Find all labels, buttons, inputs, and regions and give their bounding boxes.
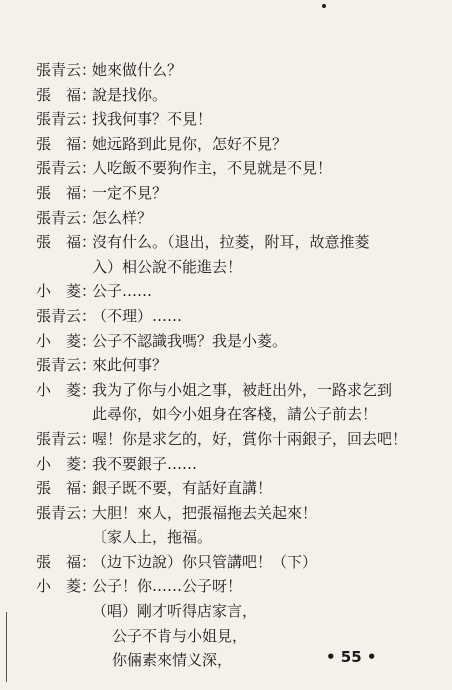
dialogue-text: 喔！你是求乞的，好，賞你十兩銀子，回去吧！ [92, 429, 408, 448]
dialogue-line [36, 402, 436, 427]
dialogue-text: 她來做什么？ [92, 61, 183, 79]
speaker-name: 張 福： [36, 85, 97, 104]
song-text: 公子不肯与小姐見， [112, 626, 248, 645]
dialogue-line [36, 83, 436, 108]
dialogue-text: 一定不見？ [92, 183, 168, 202]
dialogue-line [36, 476, 436, 501]
dialogue-text: 我不要銀子…… [92, 454, 198, 473]
dialogue-text: 公子！你……公子呀！ [92, 577, 243, 596]
dialogue-text: 怎么样？ [92, 208, 153, 227]
speaker-name: 張 福： [36, 233, 97, 252]
speaker-name: 小 菱： [36, 331, 97, 350]
speaker-name: 張青云： [36, 61, 97, 79]
dialogue-line [36, 353, 436, 378]
dialogue-line [36, 574, 436, 599]
dialogue-text: 我为了你与小姐之事，被赶出外，一路求乞到 [92, 380, 393, 399]
dialogue-line [36, 329, 436, 354]
dialogue-line [36, 255, 436, 280]
dialogue-text: 此尋你，如今小姐身在客棧，請公子前去！ [92, 405, 378, 424]
speaker-name: 小 菱： [36, 282, 97, 301]
dialogue-line [36, 279, 436, 304]
speaker-name: 張青云： [36, 503, 97, 522]
dialogue-text: 公子…… [92, 282, 153, 301]
speaker-name: 張青云： [36, 110, 97, 129]
dialogue-line [36, 206, 436, 231]
song-line [36, 599, 436, 624]
dialogue-text: （不理）…… [92, 306, 183, 325]
dialogue-text: （边下边說）你只管講吧！（下） [92, 552, 318, 571]
dialogue-line [36, 58, 436, 83]
dialogue-text: 說是找你。 [92, 85, 168, 104]
dialogue-text: 入）相公說不能進去！ [92, 257, 243, 276]
speaker-name: 張青云： [36, 356, 97, 375]
dialogue-line [36, 304, 436, 329]
dialogue-line [36, 501, 436, 526]
speaker-name: 張 福： [36, 479, 97, 498]
dialogue-text: 公子不認識我嗎？我是小菱。 [92, 331, 288, 350]
dialogue-text: 她远路到此見你，怎好不見？ [92, 134, 288, 153]
dialogue-text: 沒有什么。（退出，拉菱，附耳，故意推菱 [92, 233, 370, 252]
dialogue-text: 銀子既不要，有話好直講！ [92, 479, 273, 498]
stage-direction: 〔家人上，拖福。 [92, 528, 213, 547]
speaker-name: 張青云： [36, 208, 97, 227]
dialogue-line [36, 550, 436, 575]
margin-mark [6, 612, 7, 682]
speaker-name: 張 福： [36, 183, 97, 202]
dialogue-line [36, 378, 436, 403]
dialogue-line [36, 525, 436, 550]
dialogue-line [36, 132, 436, 157]
song-line [36, 624, 436, 649]
song-text: （唱）剛才听得店家言， [92, 602, 258, 621]
dialogue-line [36, 156, 436, 181]
script-text [36, 58, 436, 673]
dialogue-line [36, 181, 436, 206]
ink-dot [322, 4, 326, 8]
dialogue-line [36, 452, 436, 477]
dialogue-line [36, 107, 436, 132]
dialogue-text: 大胆！來人，把張福拖去关起來！ [92, 503, 318, 522]
dialogue-text: 找我何事？不見！ [92, 110, 213, 129]
speaker-name: 小 菱： [36, 454, 97, 473]
dialogue-text: 來此何事？ [92, 356, 168, 375]
dialogue-line [36, 427, 436, 452]
song-text: 你倆素來情义深， [112, 651, 233, 670]
speaker-name: 小 菱： [36, 380, 97, 399]
speaker-name: 張青云： [36, 429, 97, 448]
page-number: • 55 • [326, 648, 377, 666]
speaker-name: 張 福： [36, 134, 97, 153]
dialogue-line [36, 230, 436, 255]
speaker-name: 張青云： [36, 306, 97, 325]
speaker-name: 小 菱： [36, 577, 97, 596]
speaker-name: 張青云： [36, 159, 97, 178]
speaker-name: 張 福： [36, 552, 97, 571]
dialogue-text: 人吃飯不要狗作主，不見就是不見！ [92, 159, 333, 178]
